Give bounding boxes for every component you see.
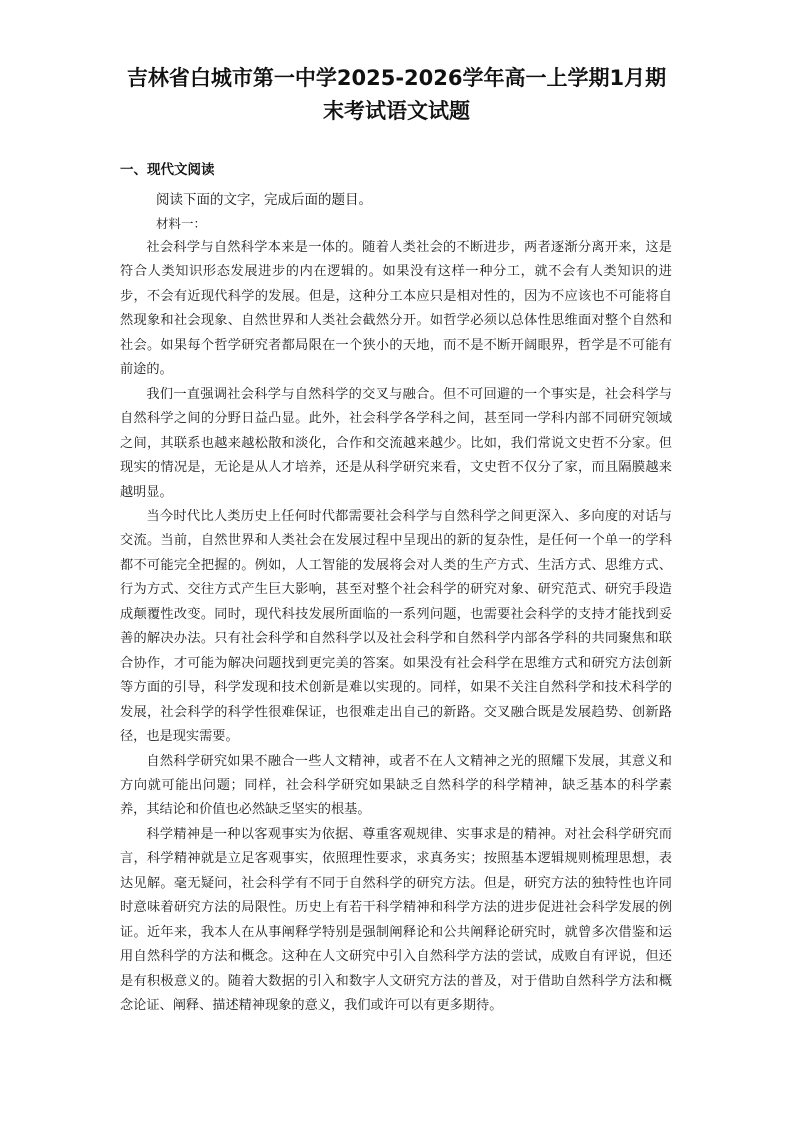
exam-title-line-2: 末考试语文试题 [323,99,470,123]
material-label: 材料一： [156,216,207,231]
paragraph-3: 当今时代比人类历史上任何时代都需要社会科学与自然科学之间更深入、多向度的对话与交流。当前，自然世界和人类社会在发展过程中呈现出的新的复杂性，是任何一个单一的学科都不可能完全把握的。例如，人工智能的发展将会对人类的生产方式、生活方式、思维方式、行为方式、交往方式产生巨大影响，甚至对整个社会科学的研究对象、研究范式、研究手段造成颠覆性改变。同时，现代科技发展所面临的一系列问题，也需要社会科学的支持才能找到妥善的解决办法。只有社会科学和自然科学以及社会科学和自然科学内部各学科的共同聚焦和联合协作，才可能为解决问题找到更完美的答案。如果没有社会科学在思维方式和研究方法创新等方面的引导，科学发现和技术创新是难以实现的。同样，如果不关注自然科学和技术科学的发展，社会科学的科学性很难保证，也很难走出自己的新路。交叉融合既是发展趋势、创新路径，也是现实需要。 [120,508,672,745]
section-heading: 一、现代文阅读 [120,162,215,178]
exam-title-line-1: 吉林省白城市第一中学2025-2026学年高一上学期1月期 [126,66,667,90]
paragraph-2: 我们一直强调社会科学与自然科学的交叉与融合。但不可回避的一个事实是，社会科学与自然科学之间的分野日益凸显。此外，社会科学各学科之间，甚至同一学科内部不同研究领域之间，其联系也越来越松散和淡化，合作和交流越来越少。比如，我们常说文史哲不分家。但现实的情况是，无论是从人才培养，还是从科学研究来看，文史哲不仅分了家，而且隔膜越来越明显。 [120,386,672,500]
passage-body [120,236,672,1019]
paragraph-4: 自然科学研究如果不融合一些人文精神，或者不在人文精神之光的照耀下发展，其意义和方向就可能出问题；同样，社会科学研究如果缺乏自然科学的科学精神，缺乏基本的科学素养，其结论和价值也必然缺乏坚实的根基。 [120,753,672,818]
exam-title [120,62,673,128]
reading-instruction: 阅读下面的文字，完成后面的题目。 [156,192,372,208]
paragraph-1: 社会科学与自然科学本来是一体的。随着人类社会的不断进步，两者逐渐分离开来，这是符合人类知识形态发展进步的内在逻辑的。如果没有这样一种分工，就不会有人类知识的进步，不会有近现代科学的发展。但是，这种分工本应只是相对性的，因为不应该也不可能将自然现象和社会现象、自然世界和人类社会截然分开。如哲学必须以总体性思维面对整个自然和社会。如果每个哲学研究者都局限在一个狭小的天地，而不是不断开阔眼界，哲学是不可能有前途的。 [120,240,672,378]
paragraph-5: 科学精神是一种以客观事实为依据、尊重客观规律、实事求是的精神。对社会科学研究而言，科学精神就是立足客观事实，依照理性要求，求真务实；按照基本逻辑规则梳理思想，表达见解。毫无疑问，社会科学有不同于自然科学的研究方法。但是，研究方法的独特性也许同时意味着研究方法的局限性。历史上有若干科学精神和科学方法的进步促进社会科学发展的例证。近年来，我本人在从事阐释学特别是强制阐释论和公共阐释论研究时，就曾多次借鉴和运用自然科学的方法和概念。这种在人文研究中引入自然科学方法的尝试，成败自有评说，但还是有积极意义的。随着大数据的引入和数字人文研究方法的普及，对于借助自然科学方法和概念论证、阐释、描述精神现象的意义，我们或许可以有更多期待。 [120,826,672,1014]
